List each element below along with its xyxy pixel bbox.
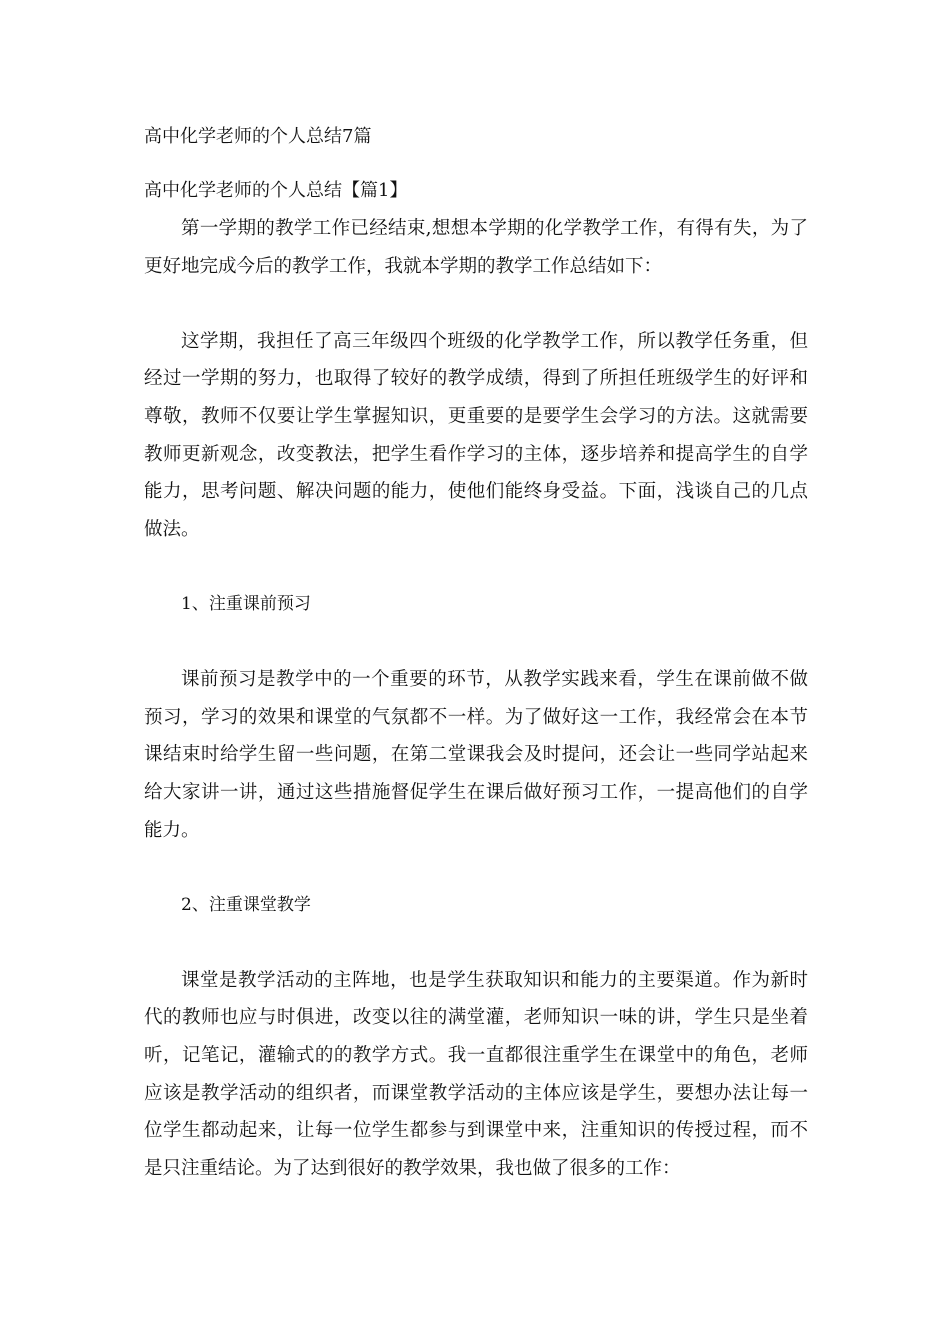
spacer: [144, 285, 808, 323]
spacer: [144, 624, 808, 662]
spacer: [144, 548, 808, 586]
heading-2: 2、注重课堂教学: [181, 894, 311, 915]
section-title: 高中化学老师的个人总结【篇1】: [144, 180, 408, 201]
body-paragraph-1: 这学期，我担任了高三年级四个班级的化学教学工作，所以教学任务重，但经过一学期的努力，也取得了较好的教学成绩，得到了所担任班级学生的好评和尊敬，教师不仅要让学生掌握知识，更重要的是要学生会学习的方法。这就需要教师更新观念，改变教法，把学生看作学习的主体，逐步培养和提高学生的自学能力，思考问题、解决问题的能力，使他们能终身受益。下面，浅谈自己的几点做法。: [144, 330, 808, 540]
document-title: 高中化学老师的个人总结7篇: [144, 126, 372, 147]
spacer: [144, 924, 808, 962]
document-body: [144, 118, 808, 1187]
body-paragraph-3: 课堂是教学活动的主阵地，也是学生获取知识和能力的主要渠道。作为新时代的教师也应与时俱进，改变以往的满堂灌，老师知识一味的讲，学生只是坐着听，记笔记，灌输式的的教学方式。我一直都很注重学生在课堂中的角色，老师应该是教学活动的组织者，而课堂教学活动的主体应该是学生，要想办法让每一位学生都动起来，让每一位学生都参与到课堂中来，注重知识的传授过程，而不是只注重结论。为了达到很好的教学效果，我也做了很多的工作：: [144, 969, 808, 1179]
intro-paragraph: 第一学期的教学工作已经结束,想想本学期的化学教学工作，有得有失，为了更好地完成今后的教学工作，我就本学期的教学工作总结如下：: [144, 218, 808, 277]
body-paragraph-2: 课前预习是教学中的一个重要的环节，从教学实践来看，学生在课前做不做预习，学习的效果和课堂的气氛都不一样。为了做好这一工作，我经常会在本节课结束时给学生留一些问题，在第二堂课我会及时提问，还会让一些同学站起来给大家讲一讲，通过这些措施督促学生在课后做好预习工作，一提高他们的自学能力。: [144, 669, 808, 841]
heading-1: 1、注重课前预习: [181, 593, 311, 614]
spacer: [144, 849, 808, 887]
